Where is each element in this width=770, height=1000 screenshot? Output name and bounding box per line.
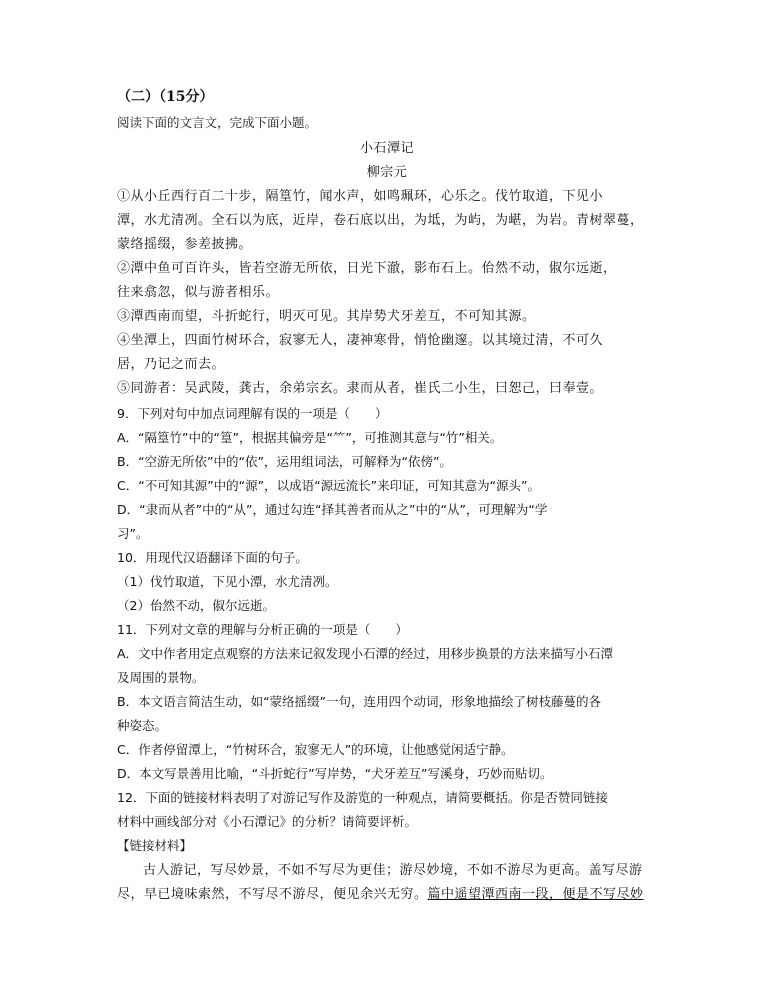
passage-title: 小石潭记: [359, 141, 414, 156]
link-material-heading: 【链接材料】: [117, 838, 193, 853]
passage-line: ①从小丘西行百二十步，隔篁竹，闻水声，如鸣珮环，心乐之。伐竹取道，下见小: [117, 189, 604, 204]
question-line: 及周围的景物。: [117, 670, 205, 685]
passage-line: ⑤同游者：吴武陵，龚古，余弟宗玄。隶而从者，崔氏二小生，曰恕己，曰奉壹。: [117, 381, 604, 396]
section-heading: （二）（15分）: [117, 89, 214, 105]
reading-instruction: 阅读下面的文言文，完成下面小题。: [117, 115, 318, 130]
question-line: D．“隶而从者”中的“从”，通过勾连“择其善者而从之”中的“从”，可理解为“学: [117, 502, 548, 517]
question-line: 10．用现代汉语翻译下面的句子。: [117, 550, 308, 565]
question-line: A．“隔篁竹”中的“篁”，根据其偏旁是“⺮”，可推测其意与“竹”相关。: [117, 430, 503, 445]
passage-line: 蒙络摇缀，参差披拂。: [117, 237, 253, 252]
passage-line: ②潭中鱼可百许头，皆若空游无所依，日光下澈，影布石上。佁然不动，俶尔远逝，: [117, 261, 617, 276]
question-line: A．文中作者用定点观察的方法来记叙发现小石潭的经过，用移步换景的方法来描写小石潭: [117, 646, 614, 661]
passage-line: ③潭西南而望，斗折蛇行，明灭可见。其岸势犬牙差互，不可知其源。: [117, 309, 536, 324]
passage-line: 潭，水尤清冽。全石以为底，近岸，卷石底以出，为坻，为屿，为嵁，为岩。青树翠蔓，: [117, 213, 644, 228]
link-material-line: [117, 886, 657, 904]
question-line: D．本文写景善用比喻，“斗折蛇行”写岸势，“犬牙差互”写溪身，巧妙而贴切。: [117, 766, 553, 781]
question-line: 11．下列对文章的理解与分析正确的一项是（ ）: [117, 622, 408, 637]
question-line: （1）伐竹取道，下见小潭，水尤清冽。: [117, 574, 338, 589]
question-line: 12．下面的链接材料表明了对游记写作及游览的一种观点，请简要概括。你是否赞同链接: [117, 790, 608, 805]
question-line: C．“不可知其源”中的“源”，以成语“源远流长”来印证，可知其意为“源头”。: [117, 478, 541, 493]
question-line: 材料中画线部分对《小石潭记》的分析？请简要评析。: [117, 814, 418, 829]
passage-author: 柳宗元: [366, 165, 408, 180]
question-line: 习”。: [117, 526, 149, 541]
question-line: 9．下列对句中加点词理解有误的一项是（ ）: [117, 406, 388, 421]
link-material-underlined-text: 篇中遥望潭西南一段，便是不写尽妙: [427, 887, 644, 902]
question-line: C．作者停留潭上，“竹树环合，寂寥无人”的环境，让他感觉闲适宁静。: [117, 742, 514, 757]
passage-line: 居，乃记之而去。: [117, 357, 226, 372]
question-line: B．“空游无所依”中的“依”，运用组词法，可解释为“依傍”。: [117, 454, 452, 469]
passage-line: ④坐潭上，四面竹树环合，寂寥无人，凄神寒骨，悄怆幽邃。以其境过清，不可久: [117, 333, 604, 348]
question-line: （2）佁然不动，俶尔远逝。: [117, 598, 275, 613]
link-material-line: 古人游记，写尽妙景，不如不写尽为更佳；游尽妙境，不如不游尽为更高。盖写尽游: [143, 863, 643, 878]
link-material-text: 尽，早已境味索然，不写尽不游尽，便见余兴无穷。: [117, 887, 428, 902]
passage-line: 往来翕忽，似与游者相乐。: [117, 285, 280, 300]
question-line: B．本文语言简洁生动，如“蒙络摇缀”一句，连用四个动词，形象地描绘了树枝藤蔓的各: [117, 694, 602, 709]
question-line: 种姿态。: [117, 718, 168, 733]
